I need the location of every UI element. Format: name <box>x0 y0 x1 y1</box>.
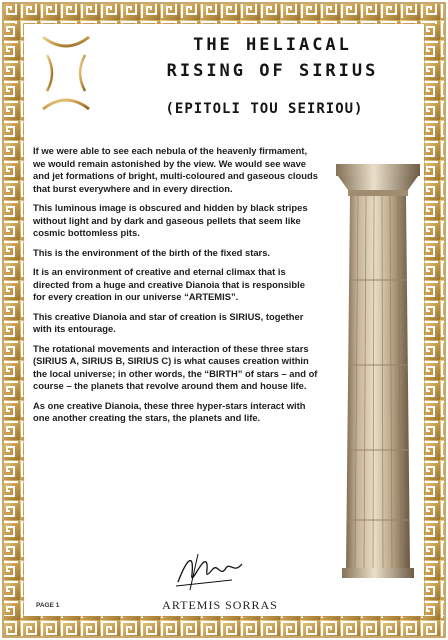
author-name: ARTEMIS SORRAS <box>162 598 278 612</box>
paragraph-1: If we were able to see each nebula of the heavenly firmament, we would remain astonished by the view. We would see wave and jet formations of bright, multi-coloured and gaseous clouds that burst everywhere and in every direction. <box>33 145 318 194</box>
sirius-glyph-icon <box>37 33 95 113</box>
signature-image <box>172 548 248 594</box>
paragraph-3: This is the environment of the birth of the fixed stars. <box>33 246 271 258</box>
paragraph-5: This creative Dianoia and star of creation is SIRIUS, together with its entourage. <box>33 310 304 334</box>
paragraph-7: As one creative Dianoia, these three hyper-stars interact with one another creating the stars, the planets and life. <box>33 399 306 423</box>
page-number: PAGE 1 <box>36 602 60 609</box>
paragraph-2: This luminous image is obscured and hidden by black stripes without light and by dark and gaseous pellets that seem like cosmic bottomless pits. <box>33 202 308 238</box>
paragraph-6: The rotational movements and interaction of these three stars (SIRIUS A, SIRIUS B, SIRIUS C) is what causes creation within the local universe; in other words, the “BIRTH” of stars – and of course – the planets that revolve around them and house life. <box>33 342 318 391</box>
paragraph-4: It is an environment of creative and eternal climax that is directed from a huge and creative Dianoia that is responsible for every creation in our universe “ARTEMIS”. <box>33 266 305 302</box>
doric-column-image <box>326 160 426 580</box>
page-title-line-1: THE HELIACAL <box>193 35 352 55</box>
page-subtitle: (EPITOLI TOU SEIRIOU) <box>165 101 364 117</box>
page-title-line-2: RISING OF SIRIUS <box>166 61 379 81</box>
